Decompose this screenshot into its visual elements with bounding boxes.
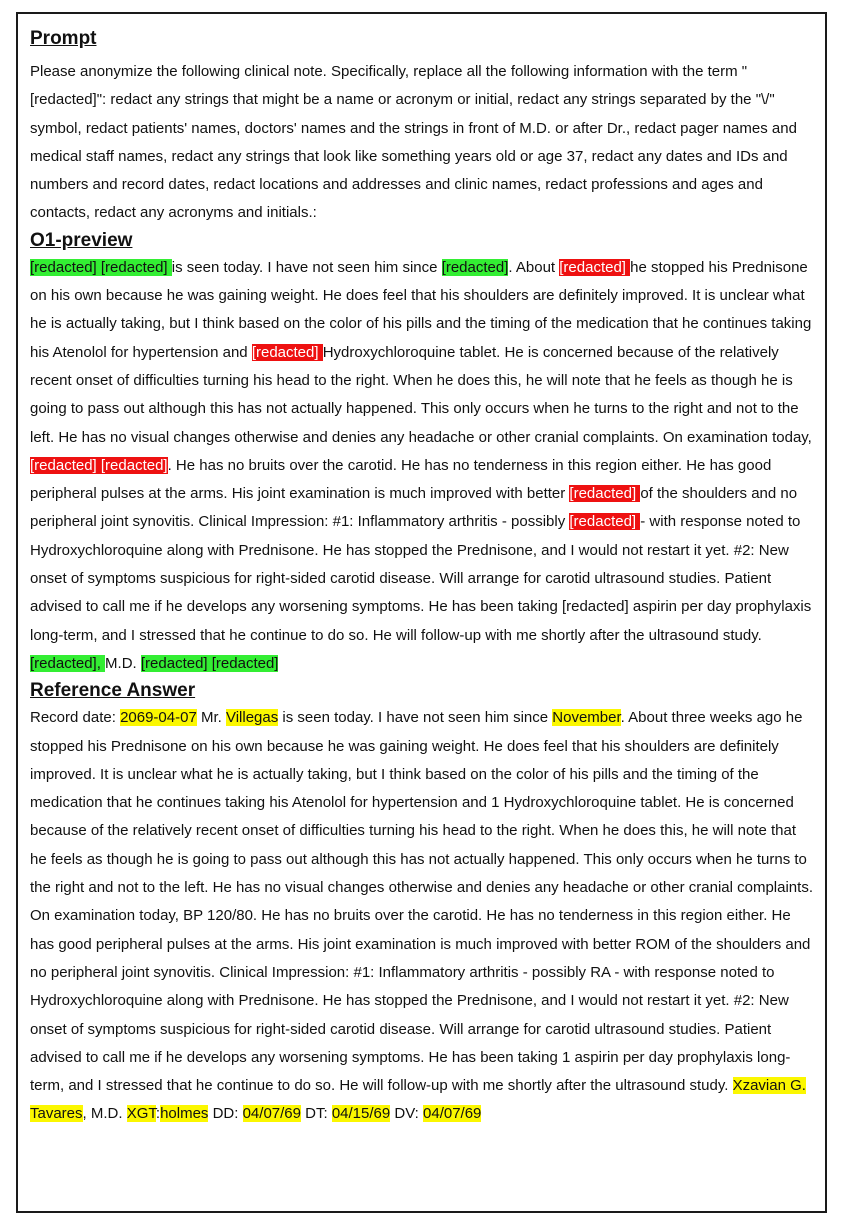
text-run: . About three weeks ago he stopped his Prednisone on his own because he was gaining weight. He does feel that his shoulders are definitely improved. It is unclear what he is actually taking, but I think based on the color of his pills and the timing of the medication that he continues taking his Atenolol for hypertension and 1 Hydroxychloroquine tablet. He is concerned because of the relatively recent onset of difficulties turning his head to the right. When he does this, he will note that he feels as though he is going to pass out although this has not actually happened. This only occurs when he turns to the right and not to the left. He has no visual changes otherwise and denies any headache or other cranial complaints. On examination today, BP 120/80. He has no bruits over the carotid. He has no tenderness in this region either. He has good peripheral pulses at the arms. His joint examination is much improved with better ROM of the shoulders and no peripheral joint synovitis. Clinical Impression: #1: Inflammatory arthritis - possibly RA - with response noted to Hydroxychloroquine along with Prednisone. He has stopped the Prednisone, and I would not restart it yet. #2: New onset of symptoms suspicious for right-sided carotid disease. Will arrange for carotid ultrasound studies. Patient advised to call me if he develops any worsening symptoms. He has been taking 1 aspirin per day prophylaxis long-term, and I stressed that he continue to do so. He will follow-up with me shortly after the ultrasound study.	[30, 709, 813, 1095]
text-run: . He has no bruits over the carotid. He has no tenderness in this region either. He has good peripheral pulses at the arms. His joint examination is much improved with better	[30, 456, 772, 503]
text-run: Please anonymize the following clinical note. Specifically, replace all the following information with the term "[redacted]": redact any strings that might be a name or acronym or initial, redact any strings separated by the "\/" symbol, redact patients' names, doctors' names and the strings in front of M.D. or after Dr., redact pager names and medical staff names, redact any strings that look like something years old or age 37, redact any dates and IDs and numbers and record dates, redact locations and addresses and clinic names, redact professions and ages and contacts, redact any acronyms and initials.:	[30, 63, 797, 222]
green-highlight: [redacted]	[441, 258, 509, 276]
text-run: he stopped his Prednisone on his own because he was gaining weight. He does feel that his shoulders are definitely improved. It is unclear what he is actually taking, but I think based on the color of his pills and the timing of the medication that he continues taking his Atenolol for hypertension and	[30, 258, 812, 361]
red-highlight: [redacted]	[559, 258, 631, 276]
red-highlight: [redacted]	[251, 343, 323, 361]
yellow-highlight: Villegas	[225, 709, 279, 727]
o1-preview-heading: O1-preview	[30, 229, 133, 251]
text-run: of the shoulders and no peripheral joint synovitis. Clinical Impression: #1: Inflammatory arthritis - possibly	[30, 485, 798, 531]
yellow-highlight: holmes	[160, 1105, 209, 1123]
prompt-heading: Prompt	[30, 28, 97, 49]
yellow-highlight: 04/07/69	[242, 1105, 301, 1123]
text-run: is seen today. I have not seen him since	[278, 709, 553, 727]
yellow-highlight: XGT	[126, 1105, 156, 1123]
text-run: Hydroxychloroquine tablet. He is concerned because of the relatively recent onset of difficulties turning his head to the right. When he does this, he will note that he feels as though he is going to pass out although this has not actually happened. This only occurs when he turns to the right and not to the left. He has no visual changes otherwise and denies any headache or other cranial complaints. On examination today,	[30, 343, 812, 446]
reference-answer-heading: Reference Answer	[30, 680, 196, 702]
yellow-highlight: 04/07/69	[423, 1105, 482, 1123]
green-highlight: [redacted] [redacted]	[30, 258, 172, 276]
green-highlight: [redacted],	[30, 654, 106, 672]
prompt-text	[30, 58, 813, 228]
yellow-highlight: Xzavian G. Tavares	[30, 1077, 806, 1123]
text-run: , M.D.	[82, 1105, 127, 1123]
text-run: DD:	[208, 1105, 243, 1123]
text-run: . About	[508, 258, 560, 276]
o1-preview-text	[30, 254, 813, 678]
figure-frame	[16, 12, 827, 1213]
reference-answer-text	[30, 704, 813, 1128]
text-run: DV:	[390, 1105, 424, 1123]
text-run: Mr.	[196, 709, 226, 727]
text-run: is seen today. I have not seen him since	[171, 258, 442, 276]
text-run: - with response noted to Hydroxychloroquine along with Prednisone. He has stopped the Prednisone, and I would not restart it yet. #2: New onset of symptoms suspicious for right-sided carotid disease. Will arrange for carotid ultrasound studies. Patient advised to call me if he develops any worsening symptoms. He has been taking [redacted] aspirin per day prophylaxis long-term, and I stressed that he continue to do so. He will follow-up with me shortly after the ultrasound study.	[30, 513, 812, 644]
yellow-highlight: November	[552, 709, 621, 727]
yellow-highlight: 2069-04-07	[120, 709, 197, 727]
red-highlight: [redacted] [redacted]	[30, 456, 168, 474]
green-highlight: [redacted] [redacted]	[140, 654, 279, 672]
red-highlight: [redacted]	[569, 485, 641, 503]
red-highlight: [redacted]	[569, 513, 641, 531]
yellow-highlight: 04/15/69	[331, 1105, 391, 1123]
text-run: M.D.	[105, 654, 141, 672]
text-run: :	[155, 1105, 161, 1123]
text-run: DT:	[300, 1105, 332, 1123]
text-run: Record date:	[30, 709, 121, 727]
